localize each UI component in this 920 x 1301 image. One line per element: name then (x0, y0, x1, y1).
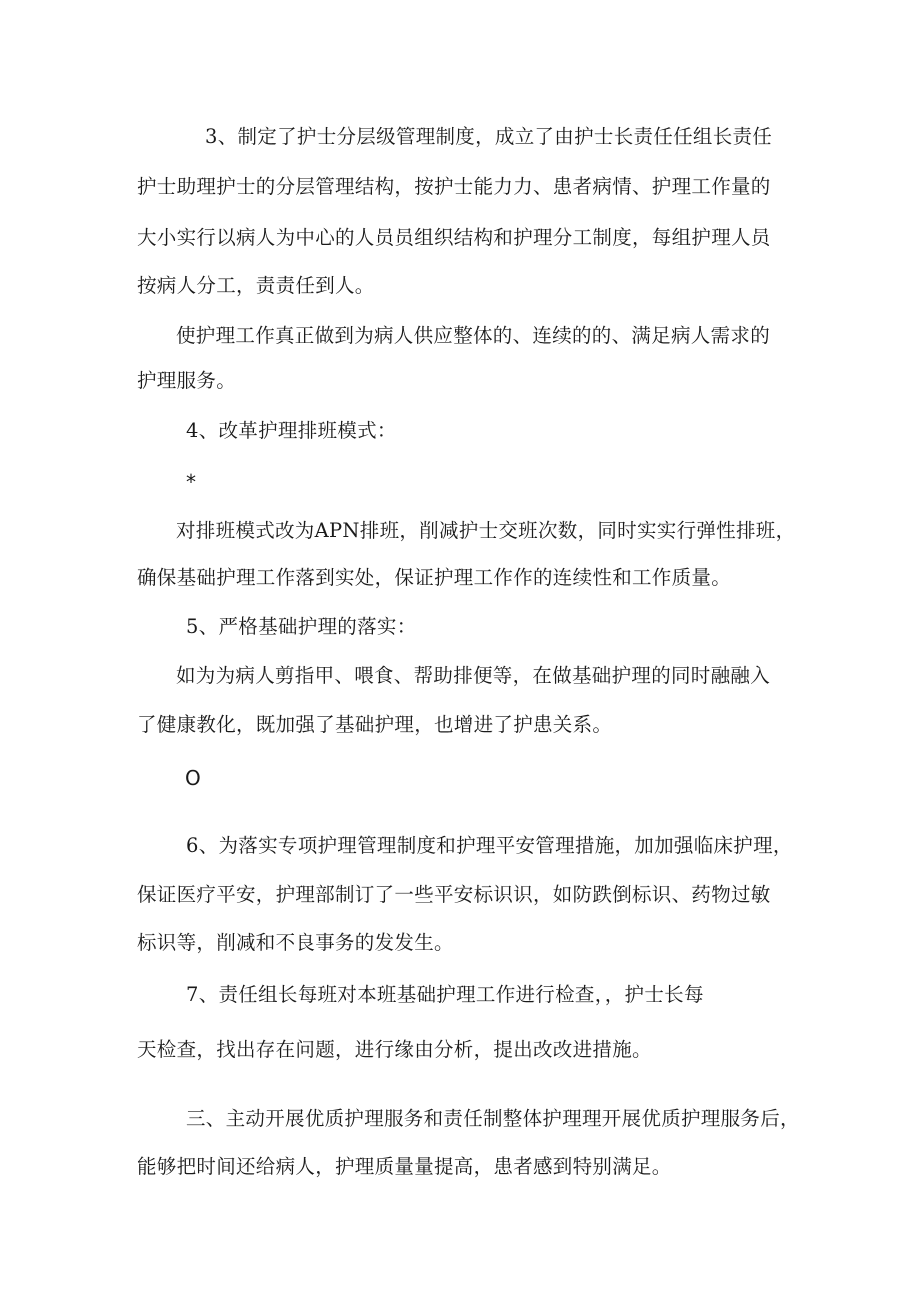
text-line: 对排班模式改为APN排班，削减护士交班次数，同时实实行弹性排班， (176, 519, 796, 542)
text-line: 6、为落实专项护理管理制度和护理平安管理措施，加加强临床护理， (186, 834, 793, 857)
section-heading-5: 5、严格基础护理的落实： (186, 615, 417, 638)
text-line: 使护理工作真正做到为病人供应整体的、连续的的、满足病人需求的 (176, 324, 771, 347)
text-line: 3、制定了护士分层级管理制度，成立了由护士长责任任组长责任 (205, 125, 773, 148)
text-line: 天检查，找出存在问题，进行缘由分析，提出改改进措施。 (137, 1038, 652, 1061)
text-line: 按病人分工，责责任到人。 (137, 274, 375, 297)
text-line: 能够把时间还给病人，护理质量量提高，患者感到特别满足。 (137, 1155, 672, 1178)
asterisk-mark: * (186, 470, 196, 494)
text-line: 保证医疗平安，护理部制订了一些平安标识识，如防跌倒标识、药物过敏 (137, 883, 771, 906)
section-heading-4: 4、改革护理排班模式： (186, 419, 397, 442)
circle-mark: O (185, 766, 201, 790)
text-line: 如为为病人剪指甲、喂食、帮助排便等，在做基础护理的同时融融入 (176, 664, 771, 687)
text-line: 了健康教化，既加强了基础护理，也增进了护患关系。 (137, 713, 613, 736)
text-line: 大小实行以病人为中心的人员员组织结构和护理分工制度，每组护理人员 (137, 226, 771, 249)
text-line: 7、责任组长每班对本班基础护理工作进行检查，，护士长每 (186, 983, 704, 1006)
text-line: 护理服务。 (137, 369, 237, 392)
text-line: 标识等，削减和不良事务的发发生。 (137, 931, 454, 954)
text-line: 确保基础护理工作落到实处，保证护理工作作的连续性和工作质量。 (137, 566, 732, 589)
text-line: 护士助理护士的分层管理结构，按护士能力力、患者病情、护理工作量的 (137, 175, 771, 198)
text-line: 三、主动开展优质护理服务和责任制整体护理理开展优质护理服务后， (186, 1107, 800, 1130)
